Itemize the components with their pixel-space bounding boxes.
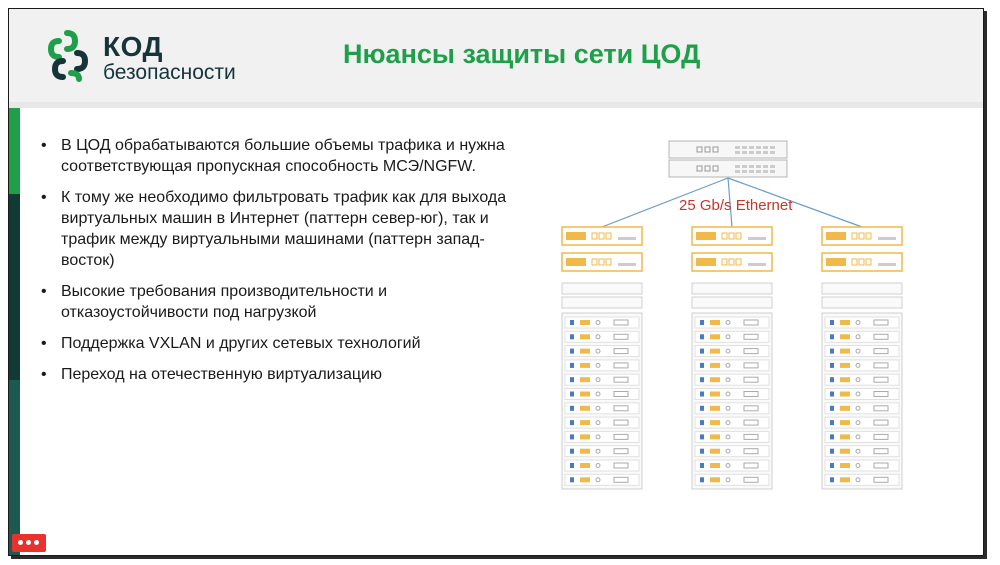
network-diagram <box>557 131 917 491</box>
bullet-item: • К тому же необходимо фильтровать трафик как для выхода виртуальных машин в Интернет (паттерн север-юг), так и трафик между виртуальными машинами (паттерн запад-восток) <box>41 189 507 269</box>
aux-unit <box>562 297 642 308</box>
accent-bar-dark <box>9 194 20 380</box>
bullet-item: • Поддержка VXLAN и других сетевых технологий <box>41 335 421 352</box>
slide-header <box>9 9 983 102</box>
header-divider <box>9 102 983 108</box>
aux-unit <box>562 283 642 294</box>
kod-logo-icon <box>43 27 99 85</box>
bullet-list <box>39 135 509 395</box>
bullet-item: • В ЦОД обрабатываются большие объемы трафика и нужна соответствующая пропускная способность МСЭ/NGFW. <box>41 137 505 175</box>
bullet-text: В ЦОД обрабатываются большие объемы трафика и нужна соответствующая пропускная способность МСЭ/NGFW. <box>61 137 505 175</box>
bullet-text: Высокие требования производительности и отказоустойчивости под нагрузкой <box>61 283 388 321</box>
footer-logo-icon <box>12 534 46 552</box>
aux-unit <box>692 297 772 308</box>
logo-brand: КОД <box>103 31 163 62</box>
logo-subtitle: безопасности <box>103 61 236 84</box>
bullet-item: • Переход на отечественную виртуализацию <box>41 366 382 383</box>
slide <box>8 8 984 556</box>
aux-unit <box>822 297 902 308</box>
core-switch-unit <box>669 141 787 158</box>
company-logo <box>43 27 263 85</box>
link-speed-label: 25 Gb/s Ethernet <box>679 197 793 214</box>
bullet-text: Поддержка VXLAN и других сетевых технологий <box>61 335 421 352</box>
datacenter-topology-diagram <box>557 131 917 491</box>
core-switch-unit <box>669 160 787 177</box>
aux-unit <box>822 283 902 294</box>
bullet-text: К тому же необходимо фильтровать трафик как для выхода виртуальных машин в Интернет (паттерн север-юг), так и трафик между виртуальными машинами (паттерн запад-восток) <box>61 189 507 269</box>
accent-bar-green <box>9 108 20 194</box>
bullet-item: • Высокие требования производительности и отказоустойчивости под нагрузкой <box>41 283 388 321</box>
page-title: Нюансы защиты сети ЦОД <box>343 39 701 69</box>
accent-bar-teal <box>9 380 20 555</box>
aux-unit <box>692 283 772 294</box>
bullet-text: Переход на отечественную виртуализацию <box>61 366 382 383</box>
